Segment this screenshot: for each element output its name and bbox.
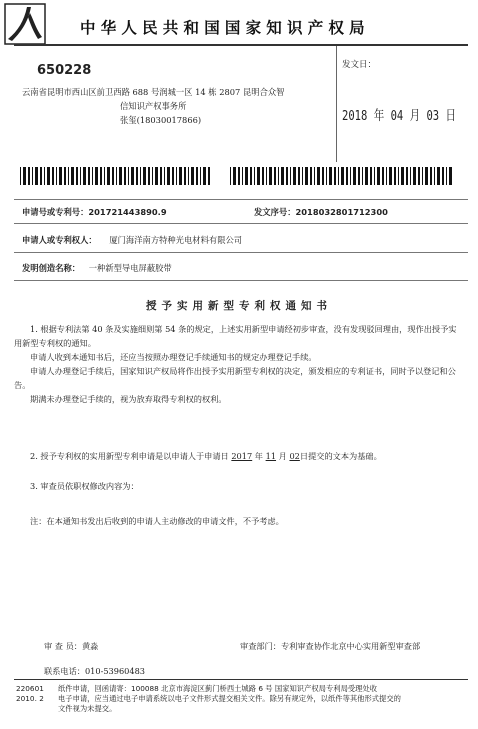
recipient-postcode: 650228 [37, 63, 92, 78]
filing-year: 2017 [231, 451, 253, 461]
barcode-right [230, 167, 452, 185]
form-code-2: 2010. 2 [16, 694, 44, 703]
notice-line-2: 电子申请，应当通过电子申请系统以电子文件形式提交相关文件。除另有规定外，以纸件等其他形式提交的 [58, 694, 401, 703]
serial-row [254, 206, 388, 218]
contact-phone: 联系电话：010-53960483 [44, 666, 146, 676]
recipient-address-line2: 信知识产权事务所 [120, 101, 187, 111]
header-divider [14, 44, 468, 46]
notice-line-3: 文件视为未提交。 [58, 704, 117, 713]
dispatch-date-label: 发文日： [342, 60, 377, 70]
field-divider [14, 199, 468, 200]
applicant-row [22, 234, 242, 246]
paragraph-1: 1. 根据专利法第 40 条及实施细则第 54 条的规定，上述实用新型申请经初步审查，没有发现驳回理由，现作出授予实用新型专利权的通知。 [14, 324, 457, 348]
application-number-row [22, 206, 167, 218]
field-divider [14, 223, 468, 224]
paragraph-4: 期满未办理登记手续的，视为放弃取得专利权的权利。 [30, 394, 227, 404]
filing-month: 11 [265, 451, 277, 461]
footer-divider [14, 679, 468, 680]
cnipa-logo-icon [4, 3, 46, 45]
form-code-1: 220601 [16, 684, 44, 693]
barcode-left [20, 167, 212, 185]
item-2-prefix: 2. 授予专利权的实用新型专利申请是以申请人于申请日 [30, 451, 229, 461]
note: 注：在本通知书发出后收到的申请人主动修改的申请文件，不予考虑。 [30, 516, 284, 526]
applicant-name: 厦门海洋南方特种光电材料有限公司 [109, 235, 243, 245]
document-title: 授予实用新型专利权通知书 [146, 300, 332, 312]
invention-row [22, 262, 172, 274]
notice-line-1: 纸件申请，回函请寄：100088 北京市海淀区蓟门桥西土城路 6 号 国家知识产权局专利局受理处收 [58, 684, 378, 693]
application-number: 201721443890.9 [88, 207, 167, 217]
invention-label: 发明创造名称： [22, 263, 81, 273]
filing-day: 02 [289, 451, 300, 461]
item-2 [30, 449, 382, 463]
recipient-address-line1: 云南省昆明市西山区前卫西路 688 号润城一区 14 栋 2807 昆明合众智 [22, 87, 285, 97]
paragraph-2: 申请人收到本通知书后，还应当按照办理登记手续通知书的规定办理登记手续。 [30, 352, 317, 362]
serial-number: 2018032801712300 [295, 207, 388, 217]
field-divider [14, 280, 468, 281]
invention-name: 一种新型导电屏蔽胶带 [88, 263, 172, 273]
mailing-notice [58, 684, 472, 714]
item-3: 3. 审查员依职权修改内容为： [30, 481, 139, 491]
recipient-contact: 张玺(18030017866) [120, 115, 202, 125]
year-unit: 年 [254, 451, 263, 461]
examiner: 审 查 员：黄淼 [44, 641, 99, 651]
month-unit: 月 [278, 451, 287, 461]
item-2-suffix: 日提交的文本为基础。 [299, 451, 382, 461]
document-body [14, 322, 462, 406]
applicant-label: 申请人或专利权人： [22, 235, 97, 245]
office-title: 中华人民共和国国家知识产权局 [80, 19, 370, 37]
examination-department: 审查部门：专利审查协作北京中心实用新型审查部 [240, 641, 421, 651]
header-vertical-divider [336, 46, 337, 162]
paragraph-3: 申请人办理登记手续后，国家知识产权局将作出授予实用新型专利权的决定，颁发相应的专利证书，同时予以登记和公告。 [14, 366, 456, 390]
field-divider [14, 252, 468, 253]
application-number-label: 申请号或专利号： [22, 207, 89, 217]
serial-label: 发文序号： [254, 207, 296, 217]
dispatch-date: 2018 年 04 月 03 日 [342, 108, 457, 124]
